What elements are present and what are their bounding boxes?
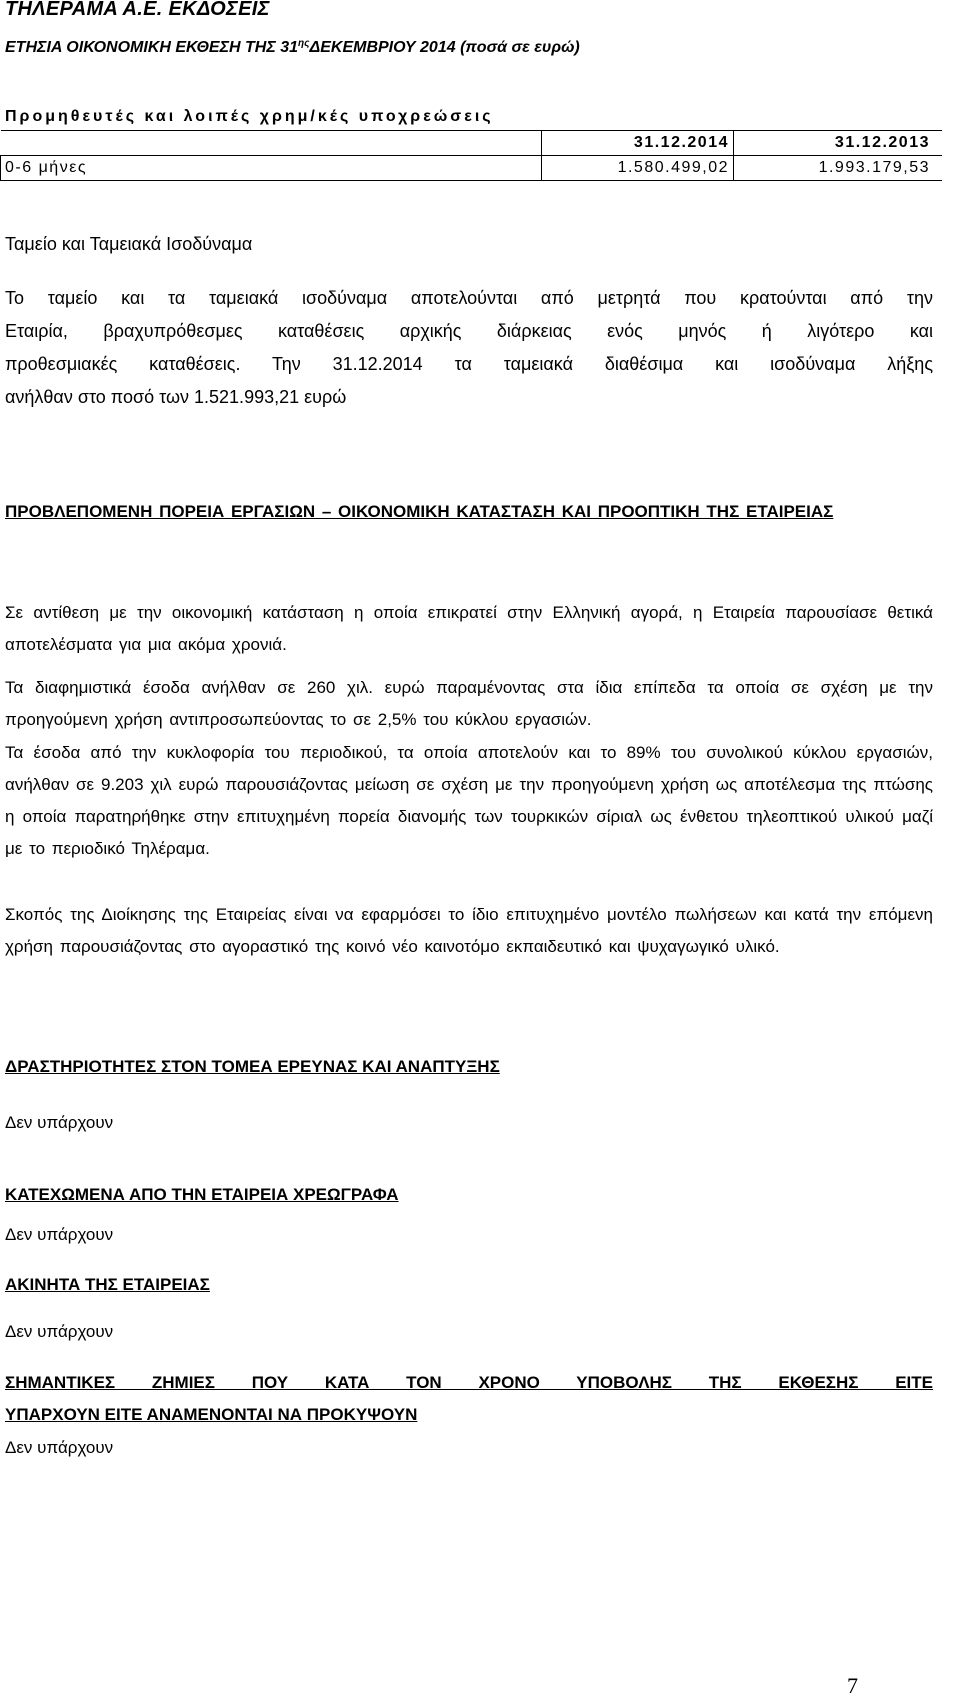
outlook-paragraph-3: Τα έσοδα από την κυκλοφορία του περιοδικού, τα οποία αποτελούν και το 89% του συνολικού κύκλου εργασιών, ανήλθαν σε 9.203 χιλ ευρώ παρουσιάζοντας μείωση σε σχέση με την προηγούμενη χρήση ως αποτέλεσμα της πτώσης η οποία παρατηρήθηκε στην επιτυχημένη πορεία διανομής των τουρκικών σίριαλ ως ένθετου τηλεοπτικού υλικού μαζί με το περιοδικό Τηλέραμα. (5, 743, 933, 858)
table-cell-empty (1, 131, 542, 156)
row-label: 0-6 μήνες (1, 156, 542, 181)
value-2014: 1.580.499,02 (542, 156, 734, 181)
report-subtitle-pre: ΕΤΗΣΙΑ ΟΙΚΟΝΟΜΙΚΗ ΕΚΘΕΣΗ ΤΗΣ 31 (5, 39, 299, 56)
suppliers-table (0, 130, 942, 181)
suppliers-title: Προμηθευτές και λοιπές χρημ/κές υποχρεώσεις (5, 108, 494, 125)
page-number: 7 (847, 1673, 858, 1698)
report-subtitle-sup: ης (298, 38, 310, 49)
losses-text: Δεν υπάρχουν (5, 1438, 114, 1457)
cash-heading: Ταμείο και Ταμειακά Ισοδύναμα (5, 234, 253, 254)
losses-heading (5, 1367, 933, 1431)
table-header-row (1, 131, 943, 156)
outlook-paragraph-1: Σε αντίθεση με την οικονομική κατάσταση η οποία επικρατεί στην Ελληνική αγορά, η Εταιρεία παρουσίασε θετικά αποτελέσματα για μια ακόμα χρονιά. (5, 603, 933, 654)
cash-line: ανήλθαν στο ποσό των 1.521.993,21 ευρώ (5, 387, 347, 407)
column-2014: 31.12.2014 (542, 131, 734, 156)
value-2013: 1.993.179,53 (734, 156, 943, 181)
property-text: Δεν υπάρχουν (5, 1322, 114, 1341)
company-title: ΤΗΛΕΡΑΜΑ Α.Ε. ΕΚΔΟΣΕΙΣ (5, 0, 270, 20)
rnd-heading: ΔΡΑΣΤΗΡΙΟΤΗΤΕΣ ΣΤΟΝ ΤΟΜΕΑ ΕΡΕΥΝΑΣ ΚΑΙ ΑΝΑΠΤΥΞΗΣ (5, 1057, 500, 1076)
column-2013: 31.12.2013 (734, 131, 943, 156)
property-heading: ΑΚΙΝΗΤΑ ΤΗΣ ΕΤΑΙΡΕΙΑΣ (5, 1275, 210, 1294)
outlook-paragraph-4: Σκοπός της Διοίκησης της Εταιρείας είναι να εφαρμόσει το ίδιο επιτυχημένο μοντέλο πωλήσεων και κατά την επόμενη χρήση παρουσιάζοντας στο αγοραστικό της κοινό νέο καινοτόμο εκπαιδευτικό και ψυχαγωγικό υλικό. (5, 905, 933, 956)
cash-line: Εταιρία, βραχυπρόθεσμες καταθέσεις αρχικής διάρκειας ενός μηνός ή λιγότερο και (5, 321, 933, 341)
cash-line: προθεσμιακές καταθέσεις. Την 31.12.2014 τα ταμειακά διαθέσιμα και ισοδύναμα λήξης (5, 354, 933, 374)
rnd-text: Δεν υπάρχουν (5, 1113, 114, 1132)
losses-heading-line: ΥΠΑΡΧΟΥΝ ΕΙΤΕ ΑΝΑΜΕΝΟΝΤΑΙ ΝΑ ΠΡΟΚΥΨΟΥΝ (5, 1405, 418, 1424)
losses-heading-line: ΣΗΜΑΝΤΙΚΕΣ ΖΗΜΙΕΣ ΠΟΥ ΚΑΤΑ ΤΟΝ ΧΡΟΝΟ ΥΠΟΒΟΛΗΣ ΤΗΣ ΕΚΘΕΣΗΣ ΕΙΤΕ (5, 1373, 933, 1392)
cash-paragraph (5, 282, 933, 414)
report-subtitle (5, 38, 580, 57)
cash-line: Το ταμείο και τα ταμειακά ισοδύναμα αποτελούνται από μετρητά που κρατούνται από την (5, 288, 933, 308)
bonds-heading: ΚΑΤΕΧΩΜΕΝΑ ΑΠΟ ΤΗΝ ΕΤΑΙΡΕΙΑ ΧΡΕΩΓΡΑΦΑ (5, 1185, 399, 1204)
report-subtitle-post: ΔΕΚΕΜΒΡΙΟΥ 2014 (ποσά σε ευρώ) (309, 39, 580, 56)
outlook-paragraph-2: Τα διαφημιστικά έσοδα ανήλθαν σε 260 χιλ. ευρώ παραμένοντας στα ίδια επίπεδα τα οποία σε σχέση με την προηγούμενη χρήση αντιπροσωπεύοντας το σε 2,5% του κύκλου εργασιών. (5, 678, 933, 729)
bonds-text: Δεν υπάρχουν (5, 1225, 114, 1244)
table-row (1, 156, 943, 181)
outlook-heading: ΠΡΟΒΛΕΠΟΜΕΝΗ ΠΟΡΕΙΑ ΕΡΓΑΣΙΩΝ – ΟΙΚΟΝΟΜΙΚΗ ΚΑΤΑΣΤΑΣΗ ΚΑΙ ΠΡΟΟΠΤΙΚΗ ΤΗΣ ΕΤΑΙΡΕΙΑΣ (5, 502, 834, 521)
